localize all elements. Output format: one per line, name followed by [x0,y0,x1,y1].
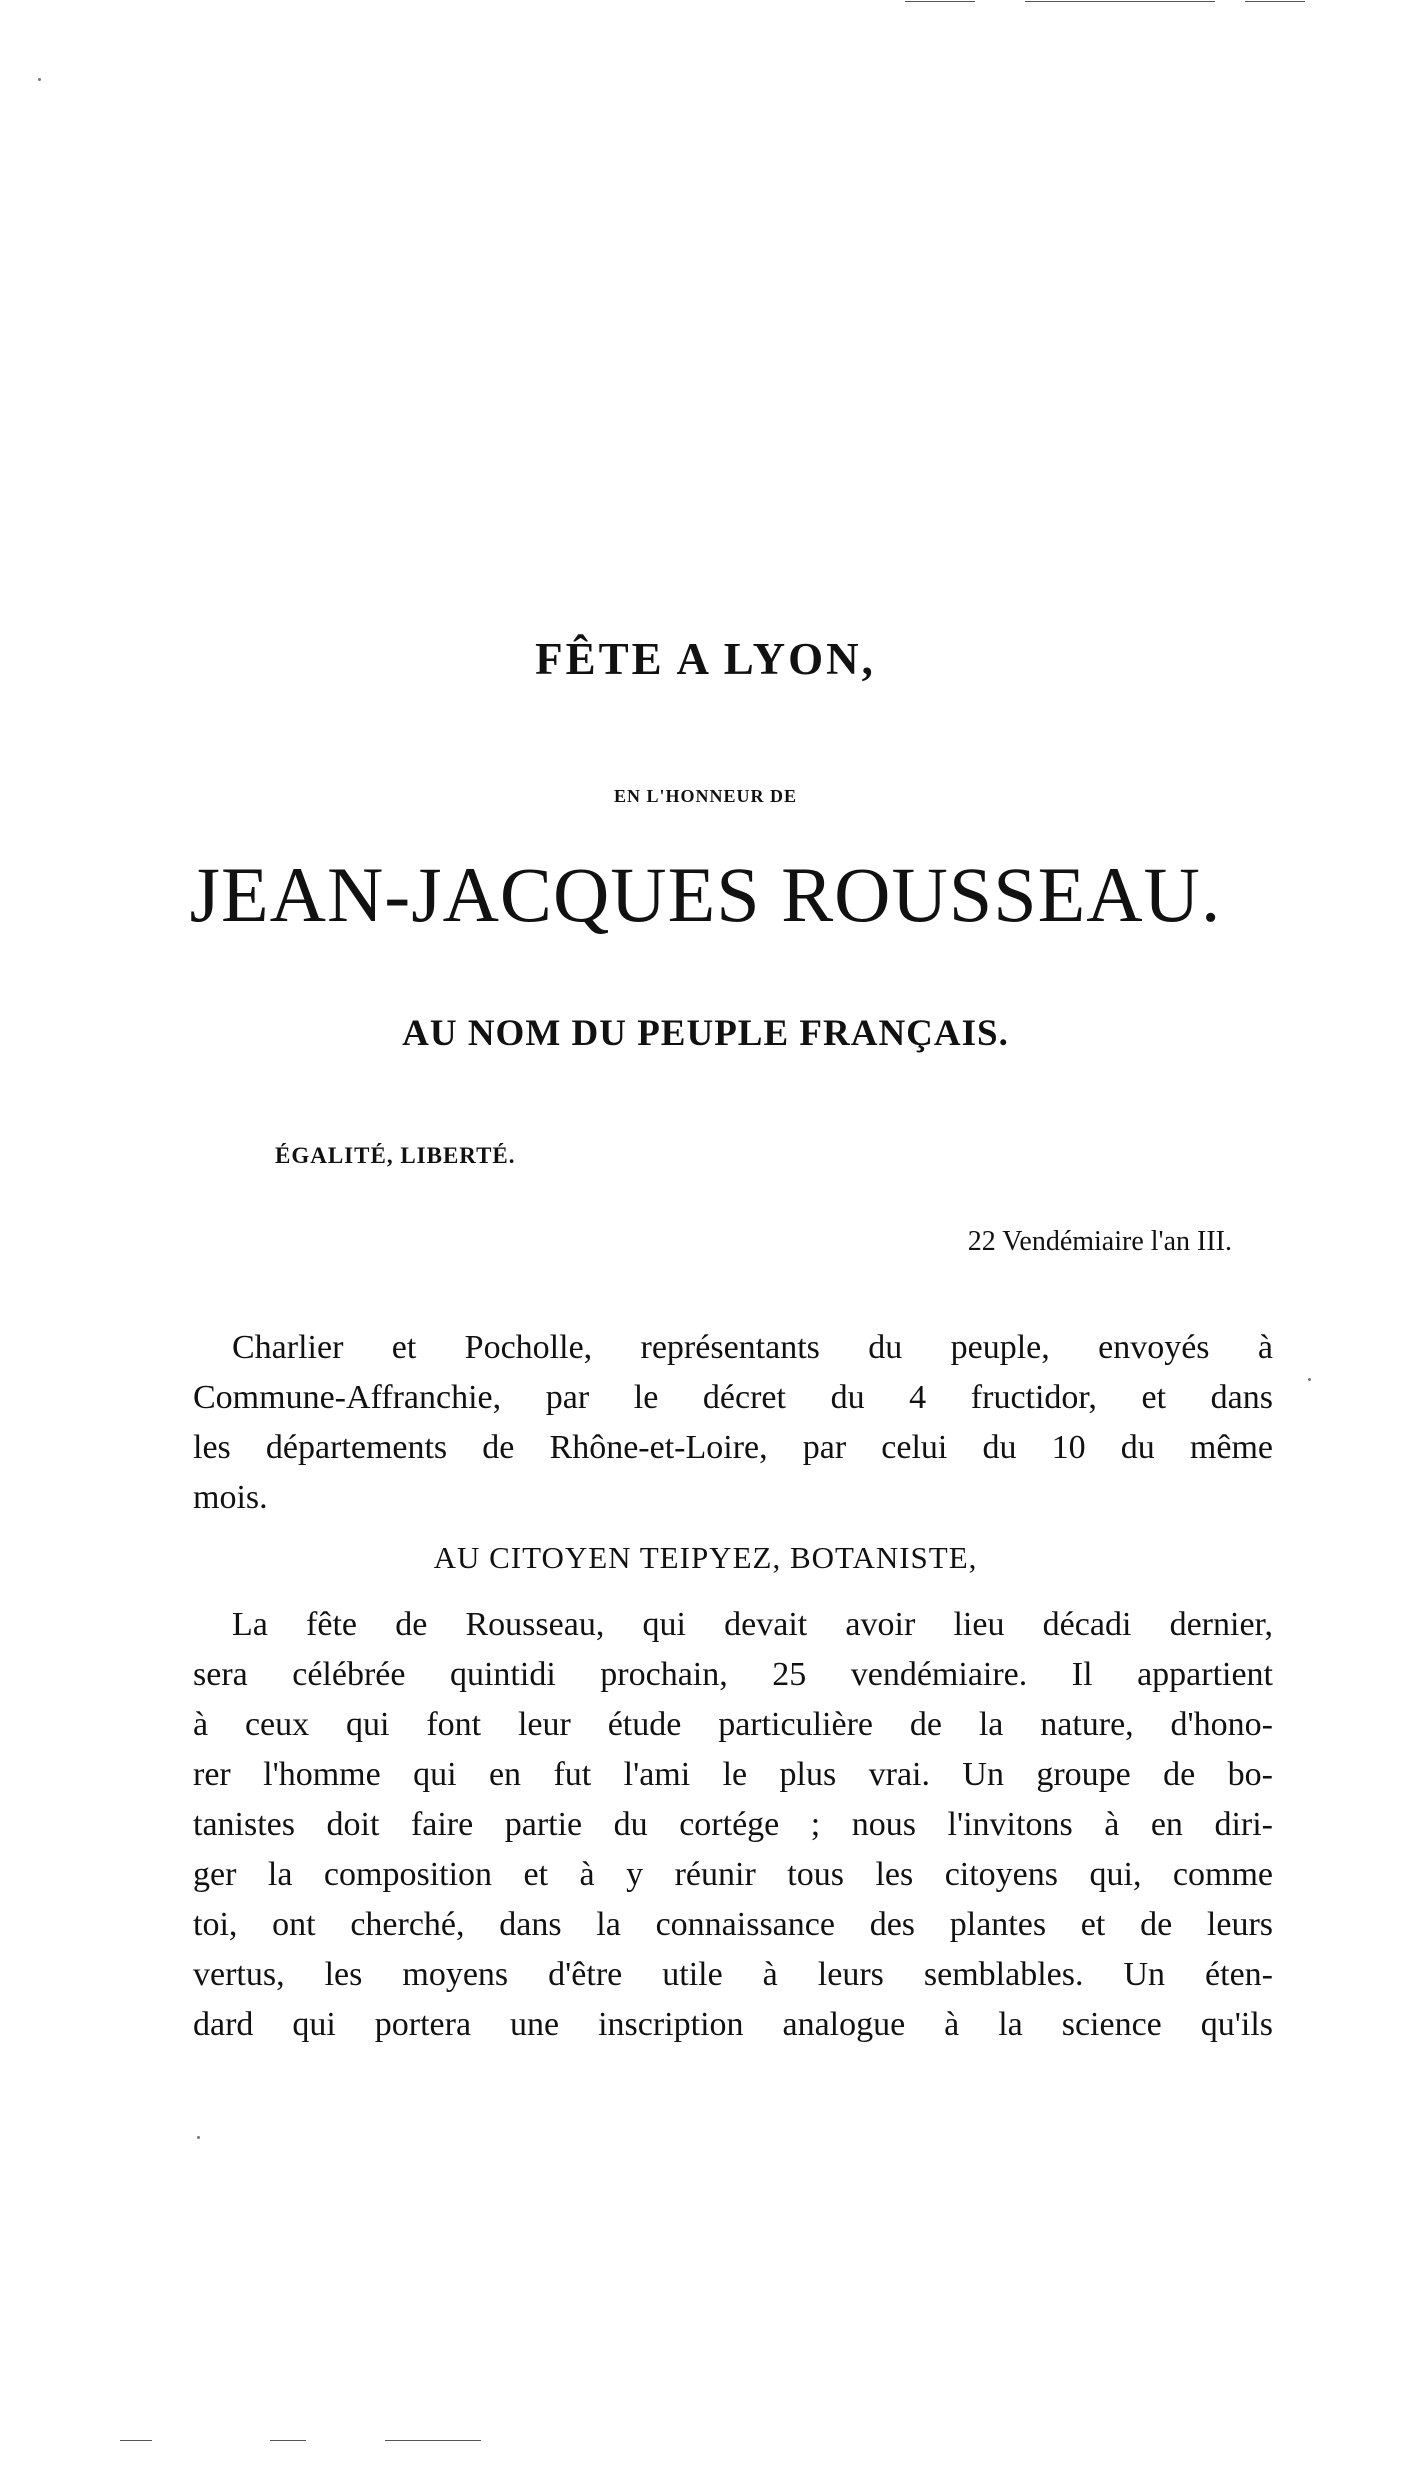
paragraph2-line-9: dard qui portera une inscription analogue à la science qu'ils [193,2006,1273,2043]
page-title: FÊTE A LYON, [535,634,876,684]
paragraph2-line-7: toi, ont cherché, dans la connaissance des plantes et de leurs [193,1906,1273,1943]
date-line: 22 Vendémiaire l'an III. [967,1226,1232,1257]
paragraph2-line-3: à ceux qui font leur étude particulière de la nature, d'hono- [193,1706,1273,1743]
person-name-heading: JEAN-JACQUES ROUSSEAU. [189,851,1222,938]
paragraph2-line-2: sera célébrée quintidi prochain, 25 vendémiaire. Il appartient [193,1656,1273,1693]
paragraph2-line-6: ger la composition et à y réunir tous les citoyens qui, comme [193,1856,1273,1893]
paragraph1-line-2: Commune-Affranchie, par le décret du 4 fructidor, et dans [193,1379,1273,1416]
page-speck [197,2136,200,2139]
honor-subtitle: EN L'HONNEUR DE [613,786,798,806]
bottom-edge-rule-1 [120,2440,152,2441]
paragraph1-line-4: mois. [193,1479,268,1516]
page-speck [1308,1378,1311,1381]
top-edge-rule-1 [905,1,975,2]
paragraph2-line-1: La fête de Rousseau, qui devait avoir lieu décadi dernier, [232,1606,1273,1643]
paragraph2-line-4: rer l'homme qui en fut l'ami le plus vrai. Un groupe de bo- [193,1756,1273,1793]
address-line: AU CITOYEN TEIPYEZ, BOTANISTE, [433,1540,978,1575]
paragraph1-line-1: Charlier et Pocholle, représentants du peuple, envoyés à [232,1329,1273,1366]
top-edge-rule-2 [1025,1,1215,2]
bottom-edge-rule-3 [385,2440,481,2441]
top-edge-rule-3 [1245,1,1305,2]
paragraph1-line-3: les départements de Rhône-et-Loire, par celui du 10 du même [193,1429,1273,1466]
motto-text: ÉGALITÉ, LIBERTÉ. [275,1143,516,1168]
bottom-edge-rule-2 [270,2440,306,2441]
page-speck [38,78,41,81]
proclamation-heading: AU NOM DU PEUPLE FRANÇAIS. [402,1013,1009,1054]
paragraph2-line-5: tanistes doit faire partie du cortége ; nous l'invitons à en diri- [193,1806,1273,1843]
paragraph2-line-8: vertus, les moyens d'être utile à leurs semblables. Un éten- [193,1956,1273,1993]
